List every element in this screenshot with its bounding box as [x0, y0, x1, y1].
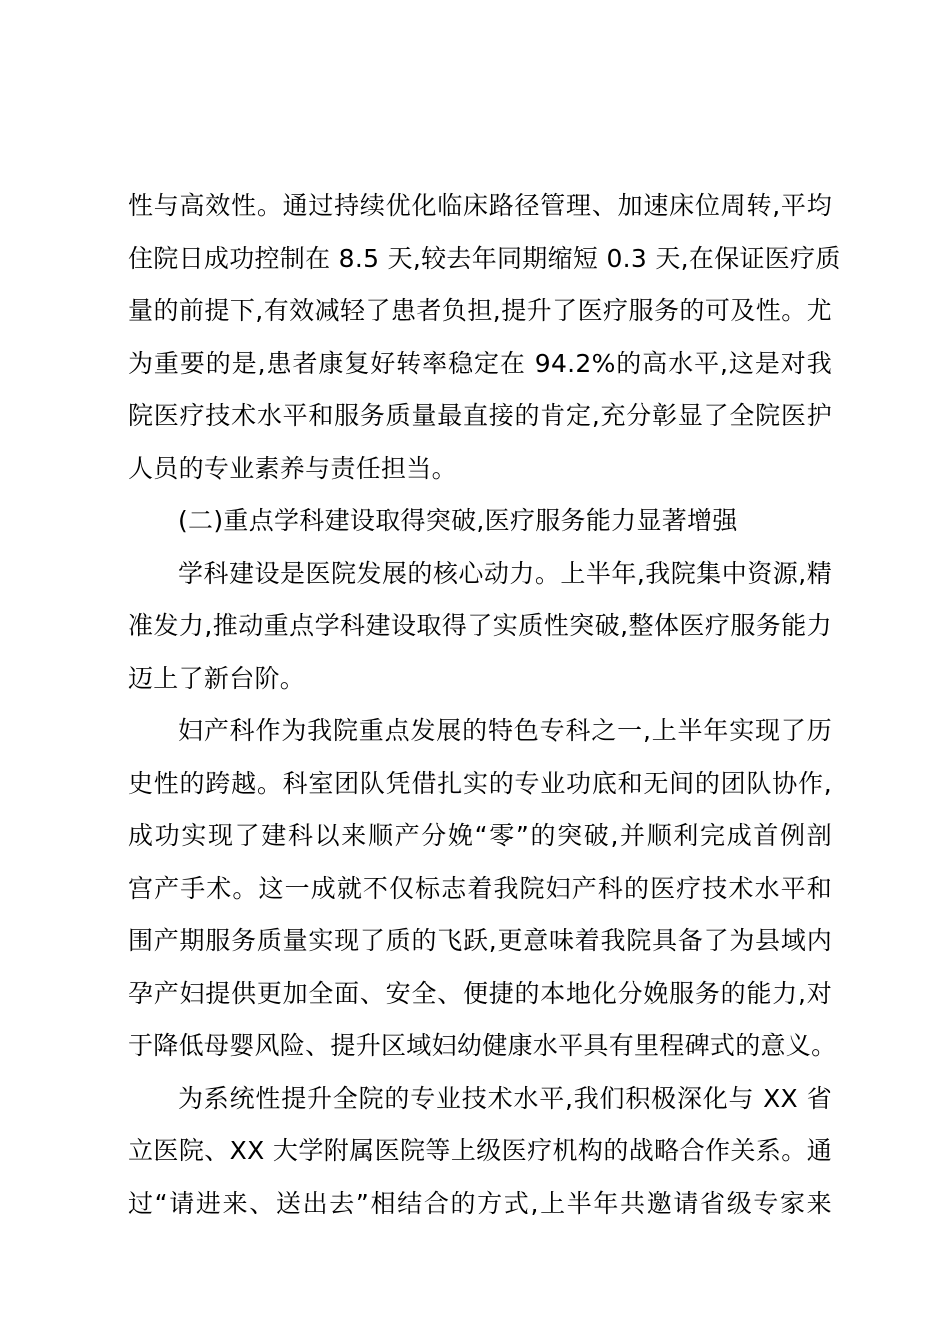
text-line: 性与高效性。通过持续优化临床路径管理、加速床位周转,平均	[128, 191, 832, 220]
text-line: 围产期服务质量实现了质的飞跃,更意味着我院具备了为县域内	[128, 926, 832, 955]
text-line: 为系统性提升全院的专业技术水平,我们积极深化与 XX 省	[178, 1083, 832, 1113]
paragraph-obstetrics	[128, 705, 837, 1073]
text-line: 于降低母婴风险、提升区域妇幼健康水平具有里程碑式的意义。	[128, 1031, 837, 1060]
paragraph-outcomes-continued	[128, 180, 841, 495]
text-line: 学科建设是医院发展的核心动力。上半年,我院集中资源,精	[178, 558, 832, 588]
text-line: 宫产手术。这一成就不仅标志着我院妇产科的医疗技术水平和	[128, 873, 832, 903]
text-line: 妇产科作为我院重点发展的特色专科之一,上半年实现了历	[178, 716, 832, 745]
text-line: 住院日成功控制在 8.5 天,较去年同期缩短 0.3 天,在保证医疗质	[128, 243, 841, 273]
text-line: 过“请进来、送出去”相结合的方式,上半年共邀请省级专家来	[128, 1188, 832, 1218]
text-line: 立医院、XX 大学附属医院等上级医疗机构的战略合作关系。通	[128, 1136, 832, 1165]
paragraph-cooperation	[128, 1073, 832, 1231]
text-line: 人员的专业素养与责任担当。	[128, 453, 457, 483]
text-line: 孕产妇提供更加全面、安全、便捷的本地化分娩服务的能力,对	[128, 978, 832, 1008]
text-line: 史性的跨越。科室团队凭借扎实的专业功底和无间的团队协作,	[128, 768, 832, 798]
text-line: 为重要的是,患者康复好转率稳定在 94.2%的高水平,这是对我	[128, 348, 832, 378]
text-line: 准发力,推动重点学科建设取得了实质性突破,整体医疗服务能力	[128, 611, 832, 640]
text-line: 量的前提下,有效减轻了患者负担,提升了医疗服务的可及性。尤	[128, 296, 832, 325]
document-page	[128, 180, 841, 1230]
paragraph-discipline-intro	[128, 548, 832, 706]
text-line: 迈上了新台阶。	[128, 663, 306, 693]
text-line: 院医疗技术水平和服务质量最直接的肯定,充分彰显了全院医护	[128, 401, 832, 430]
section-heading	[128, 495, 832, 548]
text-line: 成功实现了建科以来顺产分娩“零”的突破,并顺利完成首例剖	[128, 821, 832, 850]
heading-line: (二)重点学科建设取得突破,医疗服务能力显著增强	[178, 506, 738, 535]
